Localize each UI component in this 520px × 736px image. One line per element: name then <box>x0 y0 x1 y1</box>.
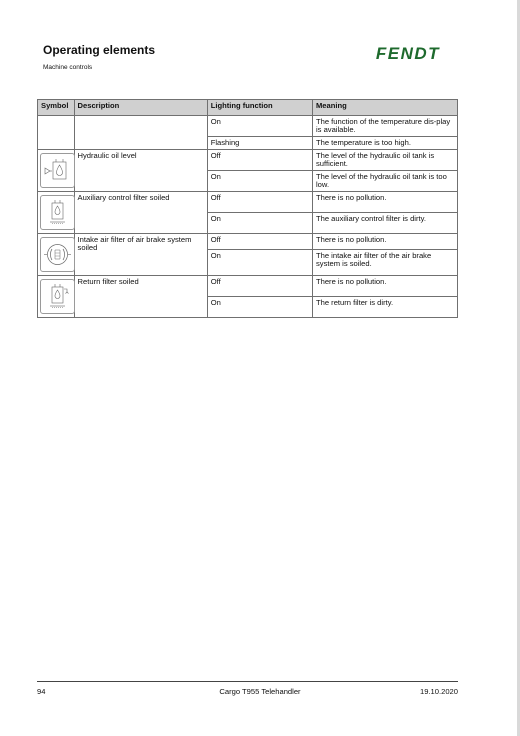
auxiliary-filter-icon <box>40 195 75 230</box>
lighting-function-cell: On <box>207 296 312 317</box>
description-cell: Intake air filter of air brake system soiled <box>74 233 207 275</box>
table-row <box>38 233 458 249</box>
section-subtitle: Machine controls <box>43 64 93 71</box>
air-brake-filter-icon <box>40 237 75 272</box>
document-date: 19.10.2020 <box>419 687 458 696</box>
meaning-cell: The level of the hydraulic oil tank is sufficient. <box>312 149 457 170</box>
header-symbol: Symbol <box>38 100 75 116</box>
meaning-cell: There is no pollution. <box>312 191 457 212</box>
page-number: 94 <box>37 687 46 696</box>
lighting-function-cell: Flashing <box>207 136 312 149</box>
lighting-function-cell: On <box>207 116 312 137</box>
symbol-cell <box>38 191 75 233</box>
lighting-function-cell: Off <box>207 275 312 296</box>
table-row <box>38 191 458 212</box>
page-title: Operating elements <box>43 43 156 57</box>
symbol-cell-empty <box>38 116 75 150</box>
controls-table <box>37 99 458 318</box>
meaning-cell: The function of the temperature dis-play is available. <box>312 116 457 137</box>
fendt-logo <box>369 44 447 62</box>
meaning-cell: The temperature is too high. <box>312 136 457 149</box>
hydraulic-oil-level-icon <box>40 153 75 188</box>
symbol-cell <box>38 275 75 317</box>
symbol-cell <box>38 149 75 191</box>
header-description: Description <box>74 100 207 116</box>
lighting-function-cell: Off <box>207 149 312 170</box>
meaning-cell: The return filter is dirty. <box>312 296 457 317</box>
header-meaning: Meaning <box>312 100 457 116</box>
meaning-cell: There is no pollution. <box>312 275 457 296</box>
lighting-function-cell: On <box>207 212 312 233</box>
description-cell: Return filter soiled <box>74 275 207 317</box>
symbol-cell <box>38 233 75 275</box>
meaning-cell: There is no pollution. <box>312 233 457 249</box>
lighting-function-cell: On <box>207 249 312 275</box>
return-filter-icon <box>40 279 75 314</box>
table-row <box>38 275 458 296</box>
description-cell: Auxiliary control filter soiled <box>74 191 207 233</box>
document-title: Cargo T955 Telehandler <box>219 687 301 696</box>
table-row <box>38 149 458 170</box>
description-cell-empty <box>74 116 207 150</box>
footer-divider <box>37 681 458 682</box>
lighting-function-cell: On <box>207 170 312 191</box>
meaning-cell: The auxiliary control filter is dirty. <box>312 212 457 233</box>
meaning-cell: The level of the hydraulic oil tank is too low. <box>312 170 457 191</box>
description-cell: Hydraulic oil level <box>74 149 207 191</box>
header-lighting-function: Lighting function <box>207 100 312 116</box>
table-header-row <box>38 100 458 116</box>
lighting-function-cell: Off <box>207 233 312 249</box>
fendt-logo-text: FENDT <box>375 44 441 62</box>
meaning-cell: The intake air filter of the air brake system is soiled. <box>312 249 457 275</box>
table-row <box>38 116 458 137</box>
lighting-function-cell: Off <box>207 191 312 212</box>
